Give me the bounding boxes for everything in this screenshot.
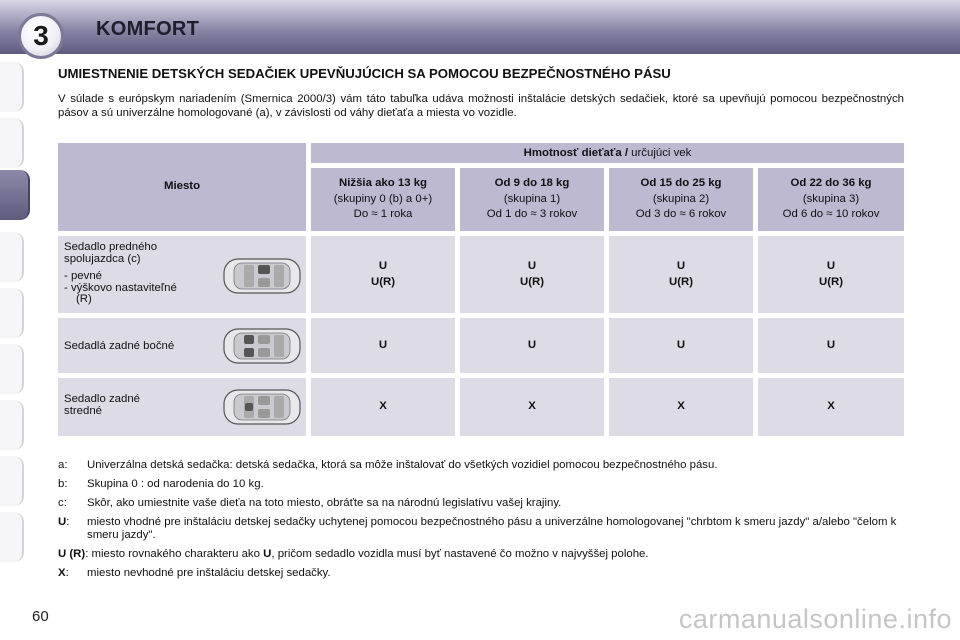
footnote-b — [58, 478, 904, 491]
group-header-3 — [758, 168, 904, 231]
cell-value: U — [527, 338, 537, 351]
row-label: Sedadlá zadné bočné — [64, 340, 175, 352]
side-tab-7[interactable] — [0, 400, 24, 450]
side-tab-6[interactable] — [0, 344, 24, 394]
place-header-label: Miesto — [163, 180, 201, 193]
group-sub: (skupina 2) — [652, 192, 710, 205]
cell-rear-middle-g3 — [758, 378, 904, 436]
footnote-text — [58, 548, 649, 561]
cell-rear-side-g1 — [460, 318, 604, 373]
group-title: Od 22 do 36 kg — [790, 177, 872, 190]
group-age: Od 6 do ≈ 10 rokov — [782, 208, 880, 221]
cell-value: U — [676, 260, 686, 272]
footnote-text: miesto vhodné pre inštaláciu detskej sedačky uchytenej pomocou bezpečnostného pásu a univerzálne homologovanej "chrbtom k smeru jazdy" a/alebo "čelom k smeru jazdy". — [87, 516, 897, 541]
weight-header-bold: Hmotnosť dieťaťa / — [523, 147, 629, 159]
row-label-rear-side — [58, 318, 306, 373]
footnote-a — [58, 459, 904, 472]
cell-value: U — [676, 338, 686, 351]
group-title: Od 15 do 25 kg — [640, 177, 722, 190]
footnote-ur — [58, 548, 904, 561]
row-label-line1: Sedadlo predného — [64, 241, 158, 253]
chapter-number-badge: 3 — [18, 13, 64, 59]
side-tab-1[interactable] — [0, 62, 24, 112]
cell-value-r: U(R) — [519, 275, 545, 288]
car-seat-front-icon — [222, 256, 302, 296]
page-number: 60 — [32, 608, 49, 625]
cell-value: X — [379, 400, 387, 413]
cell-rear-side-g2 — [609, 318, 753, 373]
footnote-text: Univerzálna detská sedačka: detská sedačka, ktorá sa môže inštalovať do všetkých vozidiel pomocou bezpečnostného pásu. — [87, 459, 718, 471]
section-title: UMIESTNENIE DETSKÝCH SEDAČIEK UPEVŇUJÚCICH SA POMOCOU BEZPEČNOSTNÉHO PÁSU — [58, 66, 671, 81]
weight-header-cell — [311, 143, 904, 163]
cell-value: U — [527, 260, 537, 272]
side-tab-8[interactable] — [0, 456, 24, 506]
cell-front-g2 — [609, 236, 753, 313]
footnote-key: c: — [58, 497, 67, 509]
footnote-u — [58, 516, 904, 542]
cell-rear-side-g0 — [311, 318, 455, 373]
cell-value-r: U(R) — [818, 275, 844, 288]
car-seat-rear-side-icon — [222, 326, 302, 366]
footnote-x — [58, 567, 904, 580]
footnote-c — [58, 497, 904, 510]
footnote-text: miesto nevhodné pre inštaláciu detskej sedačky. — [87, 567, 331, 579]
row-label-line1: Sedadlo zadné — [64, 393, 141, 405]
footnote-text: Skôr, ako umiestnite vaše dieťa na toto miesto, obráťte sa na národnú legislatívu vašej krajiny. — [87, 497, 562, 509]
side-tab-4[interactable] — [0, 232, 24, 282]
group-age: Do ≈ 1 roka — [353, 208, 413, 221]
side-tab-strip — [0, 62, 30, 582]
cell-value: U — [378, 338, 388, 351]
cell-rear-middle-g0 — [311, 378, 455, 436]
footnotes — [58, 459, 904, 586]
cell-value: X — [827, 400, 835, 413]
side-tab-5[interactable] — [0, 288, 24, 338]
place-header-cell — [58, 143, 306, 231]
group-age: Od 1 do ≈ 3 rokov — [486, 208, 578, 221]
group-header-0 — [311, 168, 455, 231]
cell-value-r: U(R) — [370, 275, 396, 288]
footnote-text-a: : miesto rovnakého charakteru ako — [85, 548, 264, 560]
cell-front-g3 — [758, 236, 904, 313]
side-tab-9[interactable] — [0, 512, 24, 562]
cell-value: X — [677, 400, 685, 413]
watermark: carmanualsonline.info — [678, 604, 952, 634]
group-age: Od 3 do ≈ 6 rokov — [635, 208, 727, 221]
row-label-rear-middle — [58, 378, 306, 436]
footnote-key-bold: X — [58, 567, 66, 579]
footnote-key — [58, 567, 87, 580]
group-title: Od 9 do 18 kg — [494, 177, 570, 190]
car-seat-rear-middle-icon — [222, 387, 302, 427]
row-label-front-passenger — [58, 236, 306, 313]
row-label-line2: stredné — [64, 405, 102, 417]
row-label-line2: spolujazdca (c) — [64, 253, 141, 265]
row-option-r: (R) — [76, 293, 92, 305]
weight-header-rest: určujúci vek — [628, 147, 692, 159]
cell-front-g1 — [460, 236, 604, 313]
cell-value: X — [528, 400, 536, 413]
cell-rear-side-g3 — [758, 318, 904, 373]
footnote-text: Skupina 0 : od narodenia do 10 kg. — [87, 478, 264, 490]
group-header-2 — [609, 168, 753, 231]
cell-value: U — [378, 260, 388, 272]
cell-front-g0 — [311, 236, 455, 313]
footnote-key: b: — [58, 478, 68, 490]
footnote-key-bold: U (R) — [58, 548, 86, 560]
group-header-1 — [460, 168, 604, 231]
row-option-adjustable: - výškovo nastaviteľné — [64, 282, 177, 294]
footnote-text-c: , pričom sedadlo vozidla musí byť nastavené čo možno v najvyššej polohe. — [271, 548, 649, 560]
footnote-key-colon: : — [66, 516, 70, 528]
group-title: Nižšia ako 13 kg — [338, 177, 427, 190]
cell-value-r: U(R) — [668, 275, 694, 288]
side-tab-2[interactable] — [0, 118, 24, 168]
group-sub: (skupina 1) — [503, 192, 561, 205]
cell-value: U — [826, 338, 836, 351]
side-tab-active[interactable] — [0, 170, 30, 220]
footnote-key: a: — [58, 459, 68, 471]
child-seat-table — [58, 143, 904, 436]
footnote-key — [58, 516, 87, 542]
row-option-fixed: - pevné — [64, 270, 102, 282]
group-sub: (skupiny 0 (b) a 0+) — [333, 192, 433, 205]
intro-paragraph: V súlade s európskym nariadením (Smernica 2000/3) vám táto tabuľka udáva možnosti inštalácie detských sedačiek, ktoré sa upevňujú pomocou bezpečnostných pásov a sú univerzálne homologované (a), v závislosti od váhy dieťaťa a miesta vo vozidle. — [58, 93, 904, 119]
footnote-key-bold: U — [58, 516, 67, 528]
cell-rear-middle-g1 — [460, 378, 604, 436]
group-sub: (skupina 3) — [802, 192, 860, 205]
cell-rear-middle-g2 — [609, 378, 753, 436]
footnote-text-b: U — [263, 548, 272, 560]
chapter-title: KOMFORT — [96, 18, 200, 40]
footnote-key-colon: : — [65, 567, 69, 579]
cell-value: U — [826, 260, 836, 272]
